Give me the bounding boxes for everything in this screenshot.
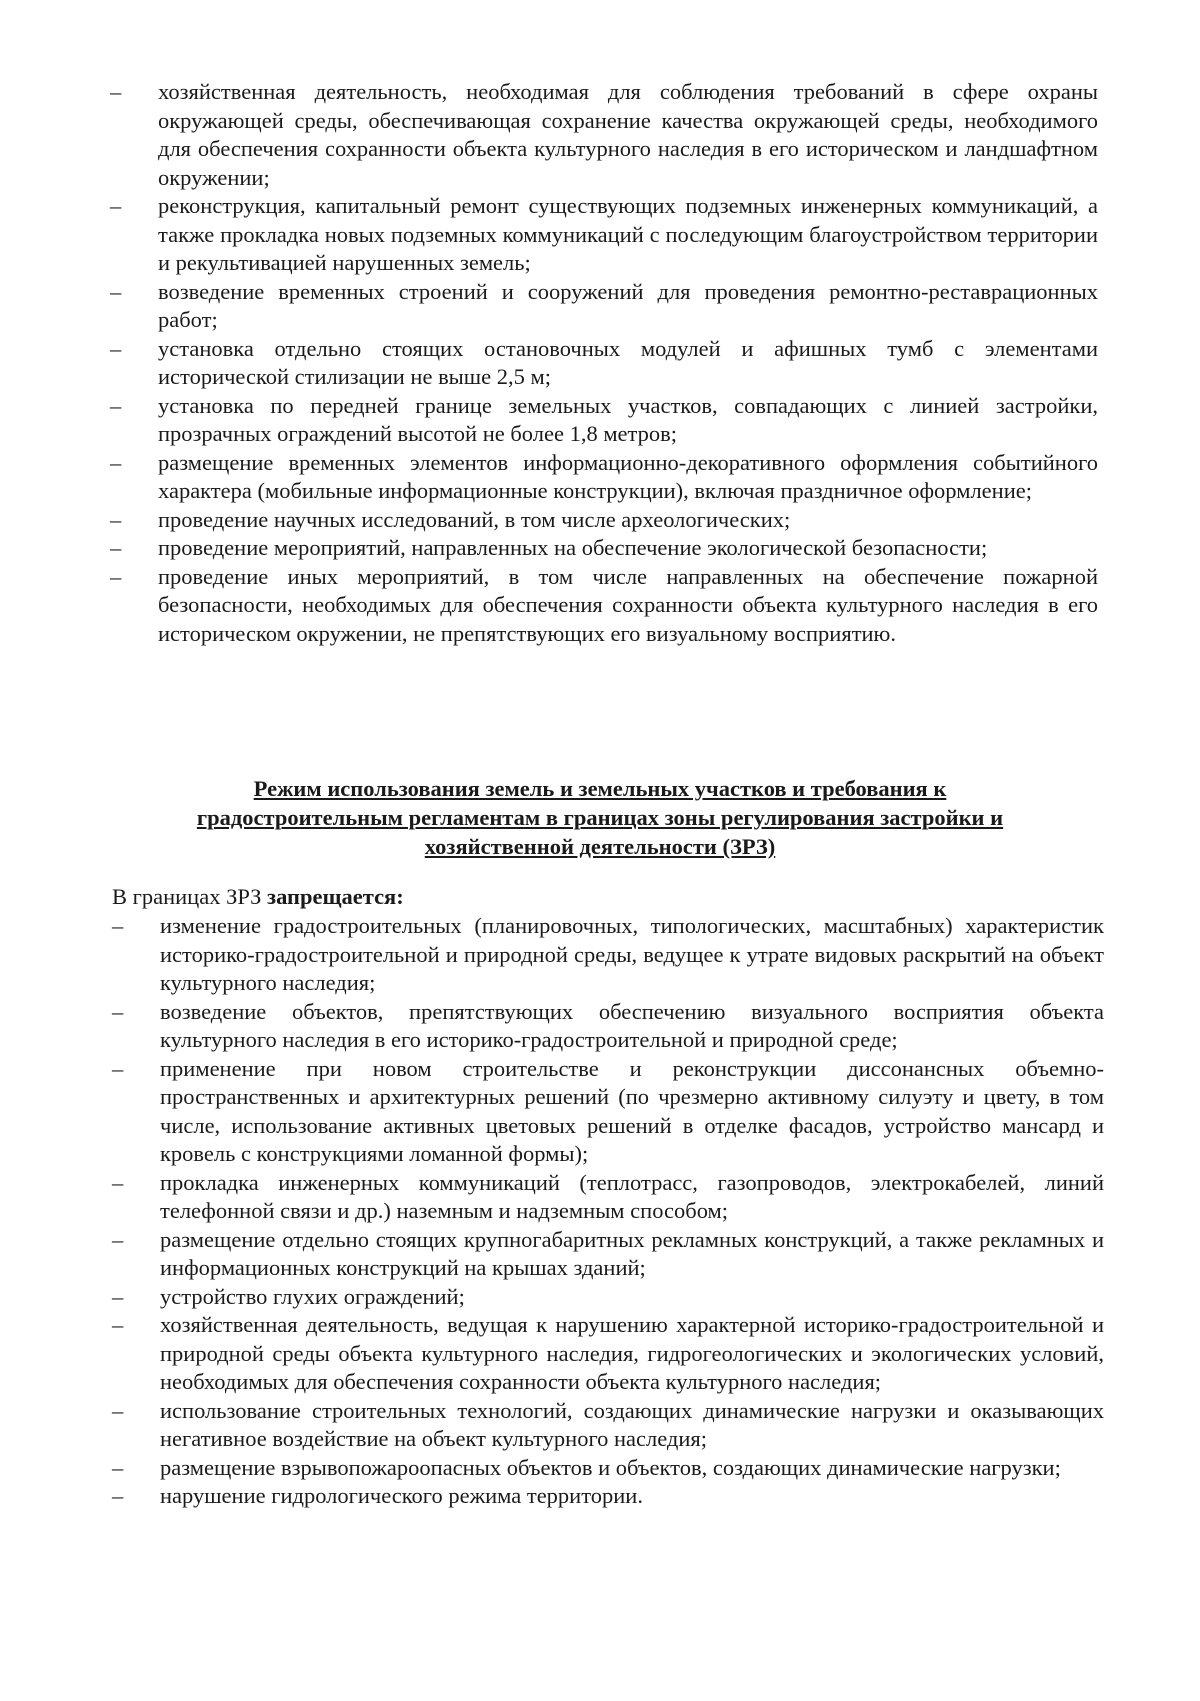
- list-item-text: проведение мероприятий, направленных на обеспечение экологической безопасности;: [158, 535, 988, 560]
- list-item-text: реконструкция, капитальный ремонт существующих подземных инженерных коммуникаций, а также прокладка новых подземных коммуникаций с последующим благоустройством территории и рекультивацией нарушенных земель;: [158, 193, 1098, 275]
- list-item: [112, 1397, 1104, 1454]
- list-item: [110, 392, 1098, 449]
- section-heading-line: хозяйственной деятельности (ЗРЗ): [424, 834, 776, 859]
- dash-marker: –: [112, 1454, 124, 1480]
- dash-marker: –: [110, 449, 122, 475]
- list-item-text: размещение взрывопожароопасных объектов и объектов, создающих динамические нагрузки;: [160, 1454, 1061, 1480]
- list-item-text: проведение научных исследований, в том числе археологических;: [158, 506, 791, 532]
- dash-marker: –: [112, 1055, 124, 1081]
- intro-bold-text: запрещается:: [267, 884, 404, 909]
- dash-marker: –: [112, 1483, 124, 1508]
- list-item: [110, 449, 1098, 506]
- prohibited-activities-list: [112, 912, 1104, 1511]
- dash-marker: –: [110, 193, 122, 218]
- list-item: [110, 563, 1098, 649]
- dash-marker: –: [112, 1226, 124, 1252]
- list-item-text: применение при новом строительстве и реконструкции диссонансных объемно-пространственных и архитектурных решений (по чрезмерно активному силуэту и цвету, в том числе, использование активных цветовых решений в отделке фасадов, устройство мансард и кровель с конструкциями ломанной формы);: [160, 1055, 1104, 1166]
- list-item: [112, 1482, 1104, 1511]
- list-item-text: прокладка инженерных коммуникаций (теплотрасс, газопроводов, электрокабелей, линий телефонной связи и др.) наземным и надземным способом;: [160, 1169, 1104, 1223]
- list-item: [110, 506, 1098, 535]
- list-item: [112, 1169, 1104, 1226]
- list-item: [112, 1226, 1104, 1283]
- dash-marker: –: [112, 1397, 124, 1423]
- permitted-activities-list: [110, 78, 1098, 648]
- dash-marker: –: [110, 335, 122, 361]
- list-item: [110, 335, 1098, 392]
- list-item-text: хозяйственная деятельность, необходимая для соблюдения требований в сфере охраны окружающей среды, обеспечивающая сохранение качества окружающей среды, необходимого для обеспечения сохранности объекта культурного наследия в его историческом и ландшафтном окружении;: [158, 79, 1098, 190]
- dash-marker: –: [110, 392, 122, 418]
- list-item: [112, 1283, 1104, 1312]
- intro-text: В границах ЗРЗ: [112, 884, 268, 909]
- list-item-text: проведение иных мероприятий, в том числе направленных на обеспечение пожарной безопасности, необходимых для обеспечения сохранности объекта культурного наследия в его историческом окружении, не препятствующих его визуальному восприятию.: [158, 563, 1098, 646]
- section-intro: [112, 883, 404, 911]
- dash-marker: –: [112, 1169, 124, 1195]
- dash-marker: –: [112, 998, 124, 1024]
- section-heading-line: Режим использования земель и земельных участков и требования к: [253, 776, 947, 801]
- list-item-text: размещение отдельно стоящих крупногабаритных рекламных конструкций, а также рекламных и информационных конструкций на крышах зданий;: [160, 1226, 1104, 1280]
- list-item: [112, 1454, 1104, 1483]
- dash-marker: –: [110, 79, 122, 104]
- list-item: [112, 998, 1104, 1055]
- dash-marker: –: [110, 563, 122, 589]
- list-item-text: возведение объектов, препятствующих обеспечению визуального восприятия объекта культурного наследия в его историко-градостроительной и природной среде;: [160, 998, 1104, 1052]
- list-item-text: возведение временных строений и сооружений для проведения ремонтно-реставрационных работ;: [158, 278, 1098, 332]
- list-item-text: изменение градостроительных (планировочных, типологических, масштабных) характеристик историко-градостроительной и природной среды, ведущее к утрате видовых раскрытий на объект культурного наследия;: [160, 913, 1104, 995]
- dash-marker: –: [110, 535, 122, 560]
- list-item-text: хозяйственная деятельность, ведущая к нарушению характерной историко-градостроительной и природной среды объекта культурного наследия, гидрогеологических и экологических условий, необходимых для обеспечения сохранности объекта культурного наследия;: [160, 1312, 1104, 1394]
- list-item: [112, 1055, 1104, 1169]
- dash-marker: –: [112, 1283, 124, 1309]
- list-item-text: размещение временных элементов информационно-декоративного оформления событийного характера (мобильные информационные конструкции), включая праздничное оформление;: [158, 449, 1098, 503]
- list-item: [110, 534, 1098, 563]
- dash-marker: –: [112, 913, 124, 938]
- list-item: [110, 78, 1098, 192]
- list-item-text: установка отдельно стоящих остановочных модулей и афишных тумб с элементами исторической стилизации не выше 2,5 м;: [158, 335, 1098, 389]
- list-item: [112, 1311, 1104, 1397]
- list-item: [112, 912, 1104, 998]
- list-item-text: использование строительных технологий, создающих динамические нагрузки и оказывающих негативное воздействие на объект культурного наследия;: [160, 1397, 1104, 1451]
- list-item-text: устройство глухих ограждений;: [160, 1283, 465, 1309]
- section-heading-line: градостроительным регламентам в границах зоны регулирования застройки и: [196, 805, 1004, 830]
- dash-marker: –: [110, 278, 122, 304]
- list-item: [110, 278, 1098, 335]
- dash-marker: –: [112, 1312, 124, 1337]
- list-item-text: нарушение гидрологического режима территории.: [160, 1483, 643, 1508]
- list-item: [110, 192, 1098, 278]
- dash-marker: –: [110, 506, 122, 532]
- section-heading: [100, 774, 1100, 861]
- list-item-text: установка по передней границе земельных участков, совпадающих с линией застройки, прозрачных ограждений высотой не более 1,8 метров;: [158, 392, 1098, 446]
